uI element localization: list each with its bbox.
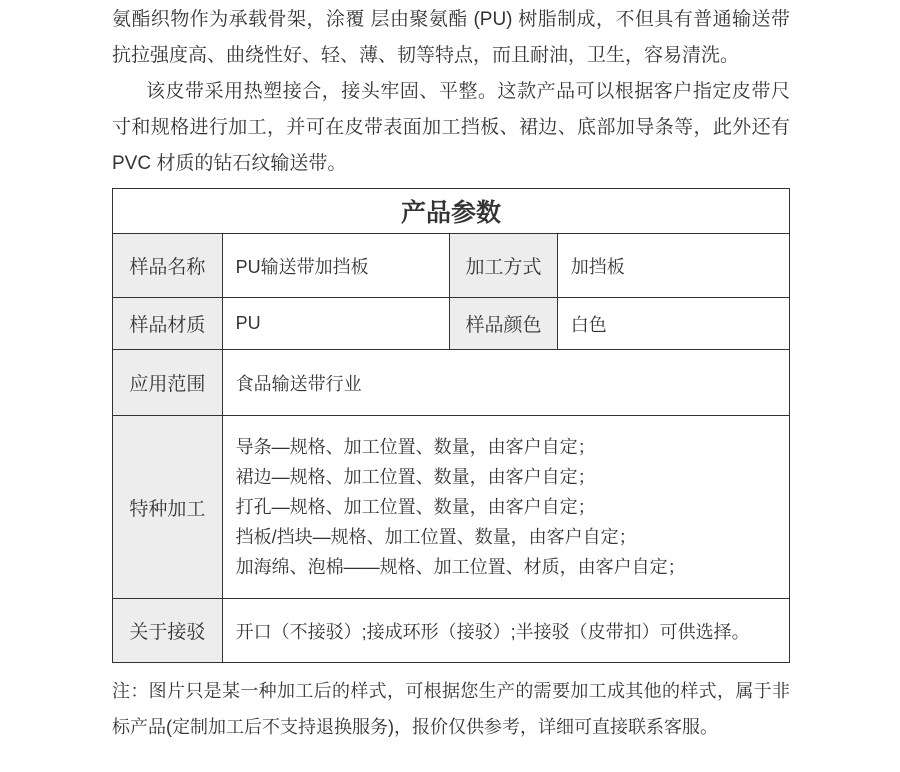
bottom-note: 注：图片只是某一种加工后的样式，可根据您生产的需要加工成其他的样式，属于非标产品(定制加工后不支持退换服务)，报价仅供参考，详细可直接联系客服。 [112, 681, 790, 737]
product-params-table [112, 188, 790, 663]
table-row [113, 350, 790, 416]
label-splicing: 关于接驳 [113, 599, 223, 663]
label-sample-color: 样品颜色 [450, 298, 558, 350]
value-special-processing [222, 416, 789, 599]
intro-paragraph-1: 氨酯织物作为承载骨架，涂覆 层由聚氨酯 (PU) 树脂制成，不但具有普通输送带抗拉强度高、曲绕性好、轻、薄、韧等特点，而且耐油，卫生，容易清洗。 [112, 9, 790, 66]
special-processing-line: 加海绵、泡棉——规格、加工位置、材质，由客户自定； [235, 557, 686, 577]
label-sample-name: 样品名称 [113, 234, 223, 298]
table-row [113, 599, 790, 663]
special-processing-line: 打孔—规格、加工位置、数量，由客户自定； [235, 497, 596, 517]
label-application: 应用范围 [113, 350, 223, 416]
value-splicing: 开口（不接驳）;接成环形（接驳）;半接驳（皮带扣）可供选择。 [222, 599, 789, 663]
value-sample-color: 白色 [557, 298, 789, 350]
intro-paragraph-2: 该皮带采用热塑接合，接头牢固、平整。这款产品可以根据客户指定皮带尺寸和规格进行加工，并可在皮带表面加工挡板、裙边、底部加导条等，此外还有 PVC 材质的钻石纹输送带。 [112, 81, 790, 174]
label-special-processing: 特种加工 [113, 416, 223, 599]
special-processing-line: 挡板/挡块—规格、加工位置、数量，由客户自定； [235, 527, 637, 547]
value-sample-material: PU [222, 298, 449, 350]
special-processing-line: 裙边—规格、加工位置、数量，由客户自定； [235, 467, 596, 487]
special-processing-lines [236, 432, 788, 582]
value-process-method: 加挡板 [557, 234, 789, 298]
table-row [113, 416, 790, 599]
value-application: 食品输送带行业 [222, 350, 789, 416]
table-row [113, 298, 790, 350]
label-sample-material: 样品材质 [113, 298, 223, 350]
table-title: 产品参数 [113, 189, 790, 234]
table-title-row [113, 189, 790, 234]
table-row [113, 234, 790, 298]
value-sample-name: PU输送带加挡板 [222, 234, 449, 298]
label-process-method: 加工方式 [450, 234, 558, 298]
special-processing-line: 导条—规格、加工位置、数量，由客户自定； [235, 437, 596, 457]
